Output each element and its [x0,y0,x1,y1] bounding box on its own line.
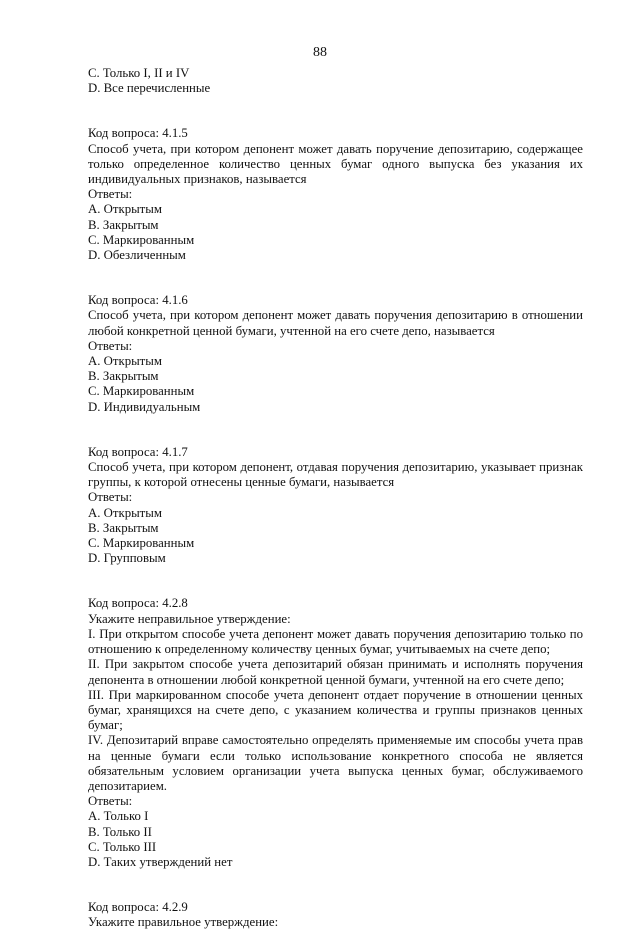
question-text-line: Укажите неправильное утверждение: [88,611,291,626]
question-text-line: Способ учета, при котором депонент может давать поручение депозитарию, содержащее [88,141,583,156]
question-block [88,126,583,263]
question-text-line: депозитарием. [88,778,167,793]
answer-option: A. Открытым [88,202,162,217]
question-text-line: на ценные бумаги если только использование конкретного способа не является [88,748,583,763]
answers-label: Ответы: [88,794,133,809]
question-text-line: отношению к определенному количеству ценных бумаг, учитываемых на счете депо; [88,642,551,657]
question-text-line: Способ учета, при котором депонент может давать поручения депозитарию в отношении [88,308,583,323]
answer-option: A. Только I [88,809,149,824]
lead-line: D. Все перечисленные [88,81,211,96]
question-block [88,445,583,567]
question-text-line: Укажите правильное утверждение: [88,915,279,930]
answer-option: D. Обезличенным [88,248,186,263]
answer-option: C. Только III [88,839,157,854]
lead-lines [88,66,583,96]
answer-option: B. Закрытым [88,520,159,535]
question-text-line: только определенное количество ценных бумаг одного выпуска без указания их [88,156,583,171]
question-text-line: IV. Депозитарий вправе самостоятельно определять применяемые им способы учета прав [88,733,583,748]
question-text-line: любой конкретной ценной бумаги, учтенной на его счете депо, называется [88,323,495,338]
answer-option: D. Индивидуальным [88,399,201,414]
question-text-line: бумаг, хранящихся на счете депо, с указанием количества и группы признаков ценных [88,702,583,717]
question-text-line: депонента в отношении любой конкретной ценной бумаги, учтенной на его счете депо; [88,672,565,687]
question-text-line: II. При закрытом способе учета депозитарий обязан принимать и исполнять поручения [88,657,583,672]
answer-option: C. Маркированным [88,384,195,399]
answers-label: Ответы: [88,490,133,505]
question-code: Код вопроса: 4.2.9 [88,900,188,915]
question-code: Код вопроса: 4.1.6 [88,293,188,308]
question-text-line: бумаг; [88,718,123,733]
answer-option: A. Открытым [88,354,162,369]
document-body [88,66,583,931]
answers-label: Ответы: [88,187,133,202]
answer-option: B. Только II [88,824,152,839]
question-block [88,596,583,870]
question-text-line: индивидуальных признаков, называется [88,172,307,187]
question-code: Код вопроса: 4.1.7 [88,444,188,459]
question-text-line: Способ учета, при котором депонент, отдавая поручения депозитарию, указывает признак [88,460,583,475]
question-block [88,293,583,415]
answer-option: D. Таких утверждений нет [88,854,233,869]
answers-label: Ответы: [88,338,133,353]
page-number: 88 [313,45,327,60]
answer-option: C. Маркированным [88,232,195,247]
question-code: Код вопроса: 4.2.8 [88,596,188,611]
question-text-line: III. При маркированном способе учета депонент отдает поручение в отношении ценных [88,687,583,702]
lead-line: C. Только I, II и IV [88,66,190,80]
answer-option: B. Закрытым [88,369,159,384]
question-text-line: обязательным условием организации учета выпуска ценных бумаг, обслуживаемого [88,763,583,778]
question-text-line: группы, к которой отнесены ценные бумаги, называется [88,475,395,490]
answer-option: D. Групповым [88,551,166,566]
answer-option: A. Открытым [88,505,162,520]
answer-option: C. Маркированным [88,536,195,551]
question-code: Код вопроса: 4.1.5 [88,126,188,141]
question-text-line: I. При открытом способе учета депонент может давать поручения депозитарию только по [88,626,583,641]
answer-option: B. Закрытым [88,217,159,232]
